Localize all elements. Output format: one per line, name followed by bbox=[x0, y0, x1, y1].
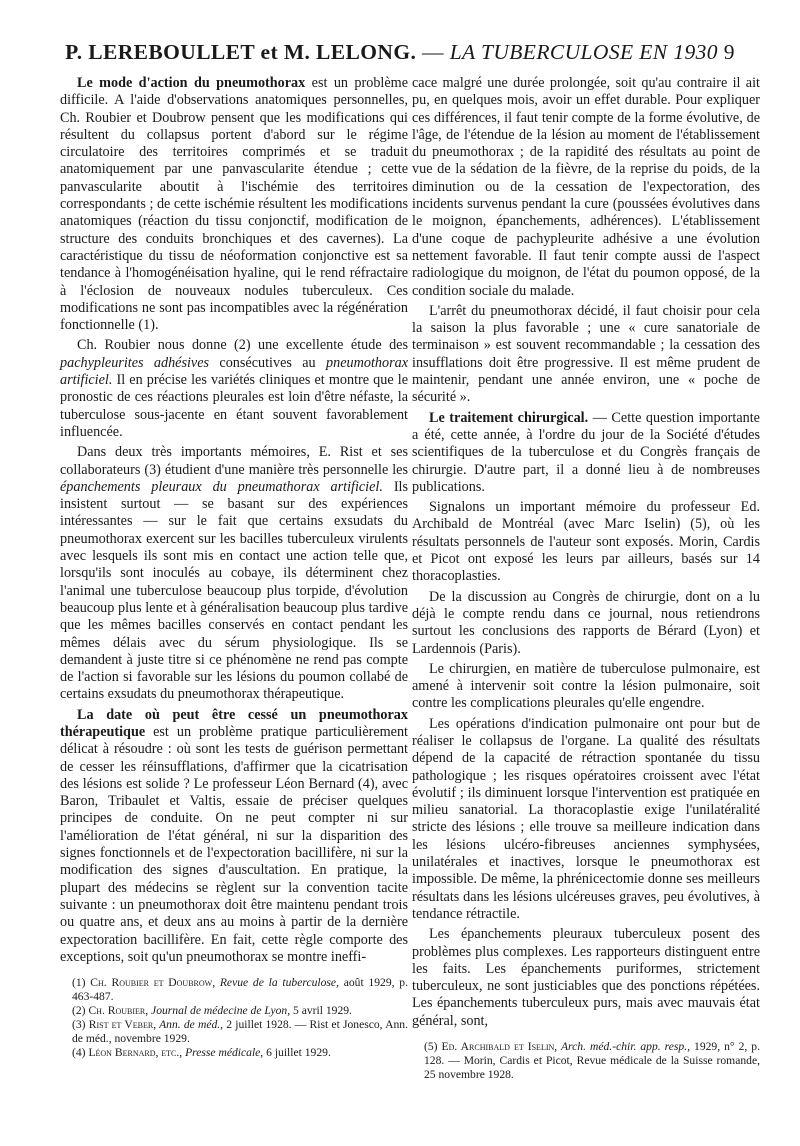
footnote-author: Léon Bernard, etc., bbox=[88, 1046, 183, 1060]
footnote-ref: Presse médicale, bbox=[182, 1046, 264, 1060]
footnote-rest: 5 avril 1929. bbox=[290, 1004, 352, 1018]
footnote-author: Ed. Archibald et Iselin, bbox=[441, 1040, 558, 1054]
footnote-author: Ch. Roubier et Doubrow, bbox=[90, 976, 216, 990]
footnote-number: (5) bbox=[424, 1040, 438, 1054]
paragraph-lead: Le traitement chirurgical. bbox=[429, 409, 589, 426]
running-header bbox=[0, 40, 800, 65]
header-title: LA TUBERCULOSE EN 1930 bbox=[449, 40, 718, 64]
footnote-separator bbox=[412, 1030, 760, 1040]
paragraph: Les opérations d'indication pulmonaire ont pour but de réaliser le collapsus de l'organe. La qualité des résultats dépend de la capacité de rétraction spontanée du tissu pathologique ; les risques opératoires croissent avec l'état évolutif ; ils diminuent lorsque l'intervention est pratiquée en milieu sanatorial. La thoracoplastie exige l'unilatéralité stricte des lésions ; elle trouve sa meilleure indication dans les lésions ulcéro-fibreuses anciennes symphysées, unilatérales et inactives, lorsque le pneumothorax est impossible. De même, la phrénicectomie donne ses meilleurs résultats dans les lésions ulcéreuses graves, peu évolutives, à tendance rétractile. bbox=[412, 715, 760, 922]
paragraph bbox=[60, 707, 408, 966]
left-column bbox=[60, 75, 408, 1060]
paragraph bbox=[60, 444, 408, 703]
text-run: consécutives au bbox=[209, 354, 327, 371]
paragraph: cace malgré une durée prolongée, soit qu'au contraire il ait pu, en quelques mois, avoir un effet durable. Pour expliquer ces différences, il faut tenir compte de la forme évolutive, de l'âge, de l'étendue de la lésion au moment de l'établissement du pneumothorax ; de la rapidité des résultats au point de vue de la sédation de la fièvre, de la reprise du poids, de la diminution ou de la cessation de l'expectoration, des incidents survenus pendant la cure (poussées évolutives dans le moignon, épanchements, adhérences). L'établissement d'une coque de pachypleurite adhésive a une évolution nettement favorable. Il faut tenir compte aussi de l'aspect radiologique du moignon, de l'état du poumon opposé, de la condition sociale du malade. bbox=[412, 75, 760, 299]
right-column bbox=[412, 75, 760, 1082]
footnote-ref: Ann. de méd., bbox=[156, 1018, 224, 1032]
paragraph: Le chirurgien, en matière de tuberculose pulmonaire, est amené à intervenir soit contre la lésion pulmonaire, soit contre les complications pleurales qu'elle engendre. bbox=[412, 660, 760, 712]
text-run: Il en précise les variétés cliniques et montre que le pronostic de ces réactions pleurales est loin d'être néfaste, la tuberculose sous-jacente en étant souvent favorablement influencée. bbox=[60, 372, 408, 440]
paragraph: De la discussion au Congrès de chirurgie, dont on a lu déjà le compte rendu dans ce journal, nous retiendrons surtout les conclusions des rapports de Bérard (Lyon) et Lardennois (Paris). bbox=[412, 588, 760, 657]
paragraph: L'arrêt du pneumothorax décidé, il faut choisir pour cela la saison la plus favorable ; une « cure sanatoriale de terminaison » est souvent recommandable ; la cessation des insufflations doit être progressive. Il est même prudent de maintenir, pendant une année environ, une « poche de sécurité ». bbox=[412, 302, 760, 406]
header-dash: — bbox=[422, 40, 444, 64]
paragraph-text: est un problème difficile. A l'aide d'observations anatomiques personnelles, Ch. Roubier et Doubrow pensent que les modifications qui résultent du collapsus portent d'abord sur le régime circulatoire des territoires comprimés et se traduit anatomiquement par une panvascularite étendue ; cette panvascularite aboutit à l'ischémie des territoires correspondants ; de cette ischémie résultent les modifications anatomiques (réaction du tissu conjonctif, modification de structure des conduits bronchiques et des cavernes). La caractéristique du tissu de néoformation conjonctive est sa tendance à l'homogénéisation hyaline, qui le rend réfractaire à l'éclosion de nouveaux nodules tuberculeux. Ces modifications ne sont pas incompatibles avec la régénération fonctionnelle (1). bbox=[60, 75, 408, 334]
footnote-rest: 6 juillet 1929. bbox=[263, 1046, 331, 1060]
italic-run: pneumothorax artificiel. bbox=[60, 354, 408, 389]
footnote-number: (1) bbox=[72, 976, 86, 990]
footnote bbox=[60, 1004, 408, 1018]
footnote-rest: août 1929, p. 463-487. bbox=[72, 976, 408, 1004]
footnote-rest: 2 juillet 1928. — Rist et Jonesco, Ann. de méd., novembre 1929. bbox=[72, 1018, 408, 1046]
footnote-number: (2) bbox=[72, 1004, 86, 1018]
footnote-number: (4) bbox=[72, 1046, 86, 1060]
footnote bbox=[60, 976, 408, 1004]
paragraph-lead: Le mode d'action du pneumothorax bbox=[77, 75, 306, 91]
text-run: Ils insistent surtout — se basant sur des expériences intéressantes — sur le fait que certains exsudats du pneumothorax exercent sur les bacilles tuberculeux virulents avec lesquels ils sont mis en contact une action telle que, lorsqu'ils sont inoculés au cobaye, ils déterminent chez l'animal une tuberculose beaucoup plus torpide, d'évolution beaucoup plus lente et à généralisation beaucoup plus tardive que les mêmes bacilles conservés en contact pendant les mêmes délais avec du sérum physiologique. Ils se demandent à juste titre si ce phénomène ne rend pas compte de l'action si favorable sur les lésions du poumon collabé de certains exsudats du pneumothorax thérapeutique. bbox=[60, 478, 408, 703]
paragraph-text: est un problème pratique particulièrement délicat à résoudre : où sont les tests de guérison permettant de cesser les réinsufflations, d'affirmer que la cicatrisation des lésions est solide ? Le professeur Léon Bernard (4), avec Baron, Tribaulet et Valtis, essaie de préciser quelques principes de conduite. On ne peut compter ni sur l'amélioration de l'état général, ni sur la disparition des signes fonctionnels et de l'expectoration bacillifère, ni sur la modification des signes d'auscultation. En pratique, la plupart des médecins se règlent sur la convention tacite suivante : un pneumothorax doit être maintenu pendant trois ou quatre ans, et deux ans au moins à partir de la dernière expectoration bacillifère. En fait, cette règle comporte des exceptions, soit qu'un pneumothorax se montre ineffi- bbox=[60, 723, 408, 965]
paragraph-lead: La date où peut être cessé un pneumothorax thérapeutique bbox=[60, 706, 408, 740]
footnote bbox=[60, 1046, 408, 1060]
paragraph: Les épanchements pleuraux tuberculeux posent des problèmes plus complexes. Les rapporteurs distinguent entre les faits. Les épanchements puriformes, strictement tuberculeux, ne sont justiciables que des ponctions répétées. Les épanchements tuberculeux purs, mais avec mauvais état général, sont, bbox=[412, 926, 760, 1029]
footnote-number: (3) bbox=[72, 1018, 86, 1032]
footnote-rest: 1929, n° 2, p. 128. — Morin, Cardis et Picot, Revue médicale de la Suisse romande, 25 novembre 1928. bbox=[424, 1040, 760, 1082]
header-authors: P. LEREBOULLET et M. LELONG. bbox=[65, 40, 417, 64]
text-run: Ch. Roubier nous donne (2) une excellente étude des bbox=[77, 337, 408, 354]
footnote-ref: Journal de médecine de Lyon, bbox=[148, 1004, 291, 1018]
footnote bbox=[60, 1018, 408, 1046]
footnote-ref: Arch. méd.-chir. app. resp., bbox=[557, 1040, 691, 1054]
footnote bbox=[412, 1040, 760, 1082]
paragraph bbox=[60, 337, 408, 441]
paragraph-text: — Cette question importante a été, cette année, à l'ordre du jour de la Société d'études scientifiques de la tuberculose et du Congrès français de chirurgie. D'autre part, il a donné lieu à de nombreuses publications. bbox=[412, 409, 760, 495]
footnote-ref: Revue de la tuberculose, bbox=[215, 976, 339, 990]
footnote-author: Rist et Veber, bbox=[88, 1018, 157, 1032]
text-run: Dans deux très importants mémoires, E. Rist et ses collaborateurs (3) étudient d'une manière très personnelle les bbox=[60, 444, 408, 478]
italic-run: épanchements pleuraux du pneumathorax artificiel. bbox=[60, 478, 383, 495]
italic-run: pachypleurites adhésives bbox=[60, 354, 210, 371]
page-number: 9 bbox=[723, 40, 735, 64]
footnote-author: Ch. Roubier, bbox=[88, 1004, 149, 1018]
paragraph bbox=[60, 75, 408, 334]
paragraph: Signalons un important mémoire du professeur Ed. Archibald de Montréal (avec Marc Iselin) (5), où les résultats personnels de l'auteur sont exposés. Morin, Cardis et Picot ont exposé les leurs par ailleurs, basés sur 14 thoracoplasties. bbox=[412, 499, 760, 585]
footnote-separator bbox=[60, 966, 408, 976]
paragraph bbox=[412, 410, 760, 496]
footnotes bbox=[412, 1040, 760, 1082]
footnotes bbox=[60, 976, 408, 1060]
